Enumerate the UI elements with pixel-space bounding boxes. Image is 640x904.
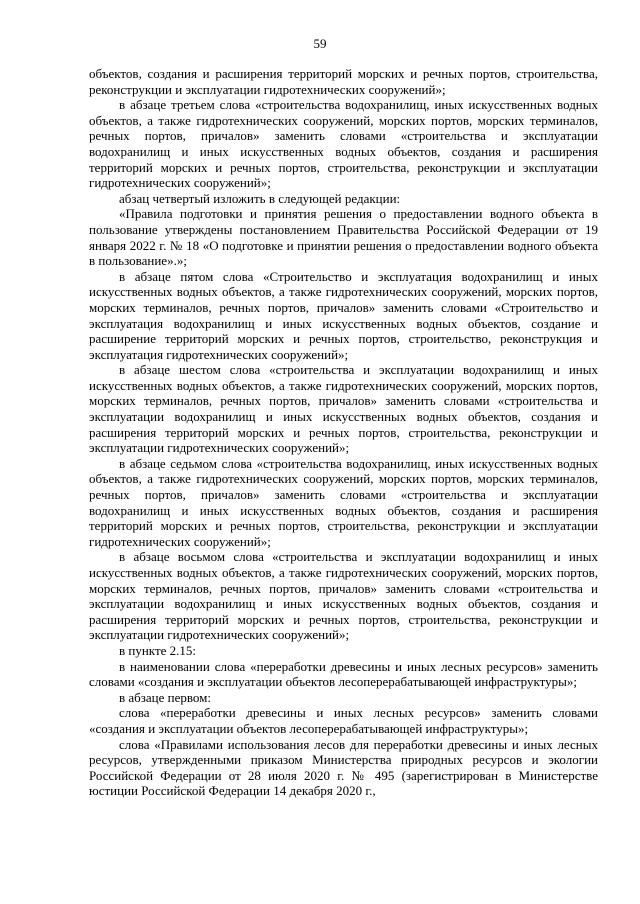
paragraph: в наименовании слова «переработки древесины и иных лесных ресурсов» заменить словами «создания и эксплуатации объектов лесоперерабатывающей инфраструктуры»; xyxy=(89,658,598,690)
page-number: 59 xyxy=(313,36,327,51)
paragraph: в абзаце пятом слова «Строительство и эксплуатация водохранилищ и иных искусственных водных объектов, а также гидротехнических сооружений, морских портов, морских терминалов, речных портов, причалов» заменить словами «Строительство и эксплуатация водохранилищ и иных искусственных водных объектов, создание и расширение территорий морских и речных портов, строительство, реконструкция и эксплуатация гидротехнических сооружений»; xyxy=(89,268,598,362)
document-body xyxy=(89,66,598,799)
paragraph: в абзаце шестом слова «строительства и эксплуатации водохранилищ и иных искусственных водных объектов, а также гидротехнических сооружений, морских портов, морских терминалов, речных портов, причалов» заменить словами «строительства и эксплуатации водохранилищ и иных искусственных водных объектов, создания и расширения территорий морских и речных портов, строительства, реконструкции и эксплуатации гидротехнических сооружений»; xyxy=(89,362,598,456)
paragraph: в абзаце третьем слова «строительства водохранилищ, иных искусственных водных объектов, а также гидротехнических сооружений, морских портов, морских терминалов, речных портов, причалов» заменить словами «строительства и эксплуатации водохранилищ и иных искусственных водных объектов, создания и расширения территорий морских и речных портов, строительства, реконструкции и эксплуатации гидротехнических сооружений»; xyxy=(89,97,598,191)
paragraph: в абзаце первом: xyxy=(119,689,212,705)
paragraph: в абзаце седьмом слова «строительства водохранилищ, иных искусственных водных объектов, а также гидротехнических сооружений, морских портов, морских терминалов, речных портов, причалов» заменить словами «строительства и эксплуатации водохранилищ и иных искусственных водных объектов, создания и расширения территорий морских и речных портов, строительства, реконструкции и эксплуатации гидротехнических сооружений»; xyxy=(89,455,598,549)
paragraph: слова «Правилами использования лесов для переработки древесины и иных лесных ресурсов, утвержденными приказом Министерства природных ресурсов и экологии Российской Федерации от 28 июля 2020 г. № 495 (зарегистрирован в Министерстве юстиции Российской Федерации 14 декабря 2020 г., xyxy=(89,736,598,799)
paragraph: в абзаце восьмом слова «строительства и эксплуатации водохранилищ и иных искусственных водных объектов, а также гидротехнических сооружений, морских портов, морских терминалов, речных портов, причалов» заменить словами «строительства и эксплуатации водохранилищ и иных искусственных водных объектов, создания и расширения территорий морских и речных портов, строительства, реконструкции и эксплуатации гидротехнических сооружений»; xyxy=(89,549,598,643)
paragraph: «Правила подготовки и принятия решения о предоставлении водного объекта в пользование утверждены постановлением Правительства Российской Федерации от 19 января 2022 г. № 18 «О подготовке и принятии решения о предоставлении водного объекта в пользование».»; xyxy=(89,206,598,269)
paragraph: в пункте 2.15: xyxy=(119,642,197,658)
paragraph: объектов, создания и расширения территорий морских и речных портов, строительства, реконструкции и эксплуатации гидротехнических сооружений»; xyxy=(89,66,598,97)
paragraph: абзац четвертый изложить в следующей редакции: xyxy=(119,190,401,206)
paragraph: слова «переработки древесины и иных лесных ресурсов» заменить словами «создания и эксплуатации объектов лесоперерабатывающей инфраструктуры»; xyxy=(89,705,598,736)
